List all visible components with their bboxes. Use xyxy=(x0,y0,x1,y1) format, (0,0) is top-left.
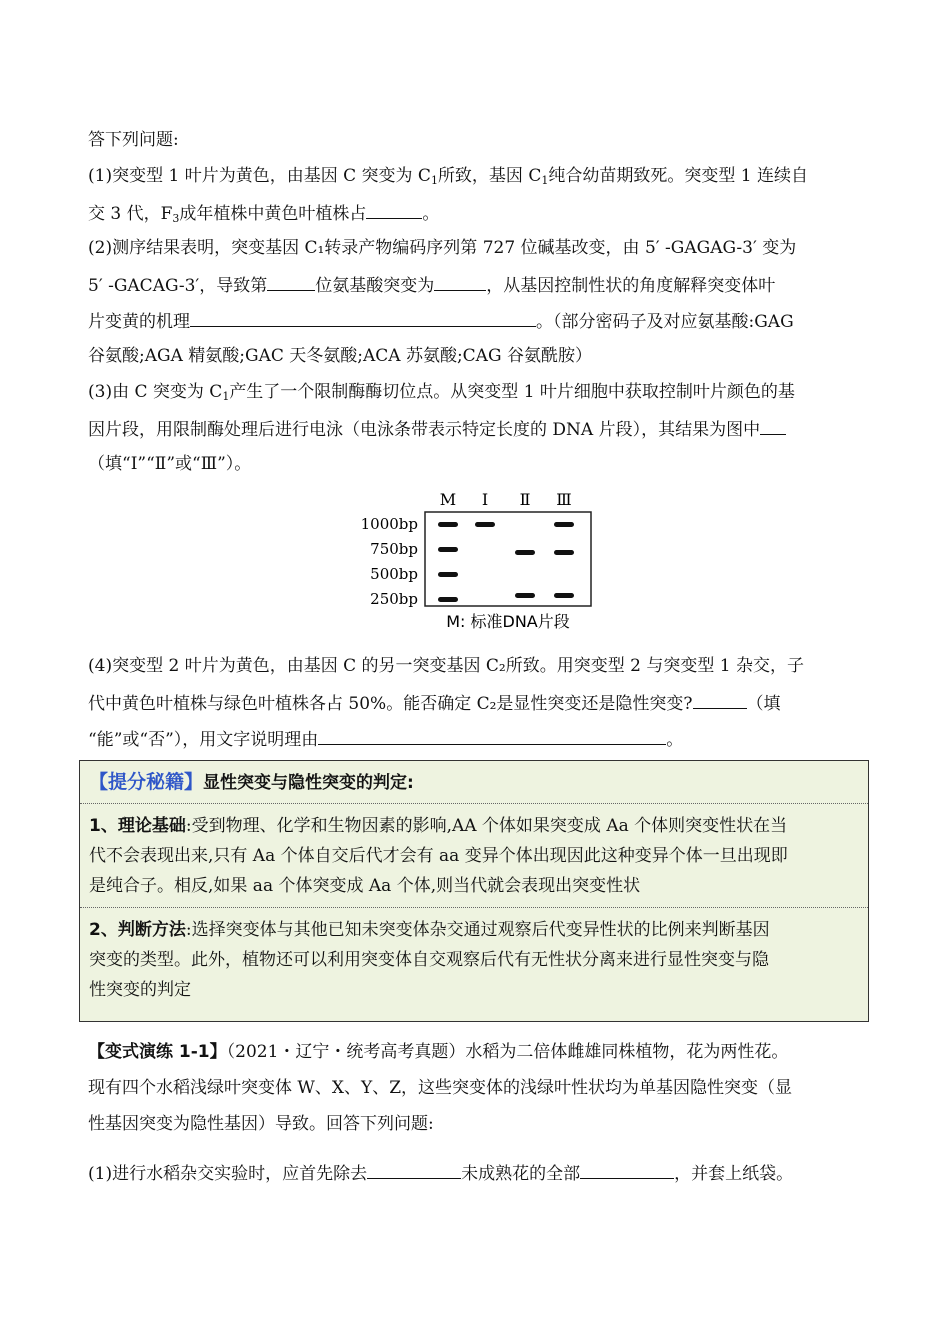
marker-label-750: 750bp xyxy=(370,540,418,558)
band-iii-250 xyxy=(554,593,574,598)
lane-label-ii: Ⅱ xyxy=(519,490,531,509)
q2-amino-acid-blank[interactable] xyxy=(434,272,486,291)
q1-text-end: 。 xyxy=(422,204,440,224)
band-iii-750 xyxy=(554,550,574,555)
tip-key-label: 【提分秘籍】 xyxy=(89,771,204,793)
tip-heading xyxy=(80,767,868,798)
lane-label-m: M xyxy=(439,490,457,509)
q1-text-a: (1)突变型 1 叶片为黄色，由基因 C 突变为 C xyxy=(88,166,431,186)
band-m-500 xyxy=(438,572,458,577)
q4-reason-blank[interactable] xyxy=(318,726,666,745)
q1-text-c: 纯合幼苗期致死。突变型 1 连续自 xyxy=(548,166,808,186)
q4-line-2 xyxy=(88,690,781,716)
q4-line-1: (4)突变型 2 叶片为黄色，由基因 C 的另一突变基因 C₂所致。用突变型 2 与突变型 1 杂交，子 xyxy=(88,656,804,676)
lane-label-i: I xyxy=(481,490,489,509)
q3-answer-blank[interactable] xyxy=(760,416,786,435)
q2-text-c: ，从基因控制性状的角度解释突变体叶 xyxy=(486,276,776,296)
tip-title: 显性突变与隐性突变的判定: xyxy=(203,773,414,793)
q3-text-b: 产生了一个限制酶酶切位点。从突变型 1 叶片细胞中获取控制叶片颜色的基 xyxy=(229,382,795,402)
question-intro: 答下列问题: xyxy=(88,130,179,150)
exercise-line-3: 性基因突变为隐性基因）导致。回答下列问题: xyxy=(88,1114,434,1134)
q1-subscript: 3 xyxy=(172,212,180,225)
exercise-text-b: (1)进行水稻杂交实验时，应首先除去 xyxy=(88,1164,368,1184)
q2-line-1: (2)测序结果表明，突变基因 C₁转录产物编码序列第 727 位碱基改变，由 5′ -GAGAG-3′ 变为 xyxy=(88,238,797,258)
q1-text-d: 交 3 代，F xyxy=(88,204,173,224)
gel-caption: M: 标准DNA片段 xyxy=(446,612,570,631)
q1-line-2 xyxy=(88,200,439,226)
q1-subscript: 1 xyxy=(541,174,549,187)
q3-line-3: （填“I”“Ⅱ”或“Ⅲ”）。 xyxy=(88,454,252,474)
q3-text-c: 因片段，用限制酶处理后进行电泳（电泳条带表示特定长度的 DNA 片段），其结果为图中 xyxy=(88,420,761,440)
exercise-blank-1[interactable] xyxy=(367,1160,461,1179)
marker-label-500: 500bp xyxy=(370,565,418,583)
q4-line-3 xyxy=(88,726,683,752)
q4-text-c: “能”或“否”），用文字说明理由 xyxy=(88,730,319,750)
q4-text-d: 。 xyxy=(666,730,684,750)
band-ii-250 xyxy=(515,593,535,598)
tip-paragraph-2 xyxy=(80,915,868,1005)
band-m-1000 xyxy=(438,522,458,527)
tip-divider xyxy=(80,907,868,908)
q2-text-d: 片变黄的机理 xyxy=(88,312,190,332)
q2-line-4: 谷氨酸;AGA 精氨酸;GAC 天冬氨酸;ACA 苏氨酸;CAG 谷氨酰胺） xyxy=(88,346,592,366)
q4-answer-blank[interactable] xyxy=(693,690,747,709)
exercise-label: 【变式演练 1-1】 xyxy=(88,1042,227,1062)
tip-p2-line: 性突变的判定 xyxy=(89,980,191,1000)
tip-p1-label: 1、理论基础 xyxy=(89,816,186,836)
q3-text-a: (3)由 C 突变为 C xyxy=(88,382,223,402)
q3-subscript: 1 xyxy=(222,390,230,403)
q1-text-e: 成年植株中黄色叶植株占 xyxy=(179,204,367,224)
q2-mechanism-blank[interactable] xyxy=(190,308,536,327)
marker-label-1000: 1000bp xyxy=(360,515,418,533)
q4-text-a: 代中黄色叶植株与绿色叶植株各占 50%。能否确定 C₂是显性突变还是隐性突变? xyxy=(88,694,693,714)
q2-text-b: 位氨基酸突变为 xyxy=(315,276,435,296)
exercise-text-c: 未成熟花的全部 xyxy=(461,1164,581,1184)
q1-answer-blank[interactable] xyxy=(366,200,422,219)
q1-subscript: 1 xyxy=(430,174,438,187)
marker-label-250: 250bp xyxy=(370,590,418,608)
band-m-250 xyxy=(438,597,458,602)
tip-p2-line: 突变的类型。此外，植物还可以利用突变体自交观察后代有无性状分离来进行显性突变与隐 xyxy=(89,950,769,970)
band-iii-1000 xyxy=(554,522,574,527)
gel-svg xyxy=(350,488,600,634)
tip-p1-line: 是纯合子。相反,如果 aa 个体突变成 Aa 个体,则当代就会表现出突变性状 xyxy=(89,876,641,896)
tip-p2-label: 2、判断方法 xyxy=(89,920,186,940)
band-m-750 xyxy=(438,547,458,552)
q2-position-blank[interactable] xyxy=(267,272,315,291)
band-ii-750 xyxy=(515,550,535,555)
q3-line-1 xyxy=(88,380,795,404)
q4-text-b: （填 xyxy=(746,694,781,714)
q2-text-a: 5′ -GACAG-3′，导致第 xyxy=(88,276,268,296)
tip-paragraph-1 xyxy=(80,811,868,901)
lane-label-iii: Ⅲ xyxy=(556,490,572,509)
q2-text-e: 。（部分密码子及对应氨基酸:GAG xyxy=(536,312,794,332)
q2-line-2 xyxy=(88,272,775,298)
exercise-text-d: ，并套上纸袋。 xyxy=(674,1164,794,1184)
tip-p1-line: :受到物理、化学和生物因素的影响,AA 个体如果突变成 Aa 个体则突变性状在当 xyxy=(185,816,788,836)
exercise-text-a: （2021・辽宁・统考高考真题）水稻为二倍体雌雄同株植物，花为两性花。 xyxy=(226,1042,789,1062)
q2-line-3 xyxy=(88,308,794,334)
exercise-blank-2[interactable] xyxy=(580,1160,674,1179)
exercise-line-2: 现有四个水稻浅绿叶突变体 W、X、Y、Z，这些突变体的浅绿叶性状均为单基因隐性突变（显 xyxy=(88,1078,793,1098)
tip-box xyxy=(79,760,869,1022)
q3-line-2 xyxy=(88,416,786,442)
band-i-1000 xyxy=(475,522,495,527)
gel-electrophoresis-figure xyxy=(350,488,600,634)
exercise-line-1 xyxy=(88,1040,788,1064)
q1-line-1 xyxy=(88,164,808,188)
q1-text-b: 所致，基因 C xyxy=(437,166,542,186)
tip-p2-line: :选择突变体与其他已知未突变体杂交通过观察后代变异性状的比例来判断基因 xyxy=(185,920,770,940)
tip-p1-line: 代不会表现出来,只有 Aa 个体自交后代才会有 aa 变异个体出现因此这种变异个体一旦出现即 xyxy=(89,846,788,866)
exercise-line-4 xyxy=(88,1160,793,1186)
tip-divider xyxy=(80,803,868,804)
